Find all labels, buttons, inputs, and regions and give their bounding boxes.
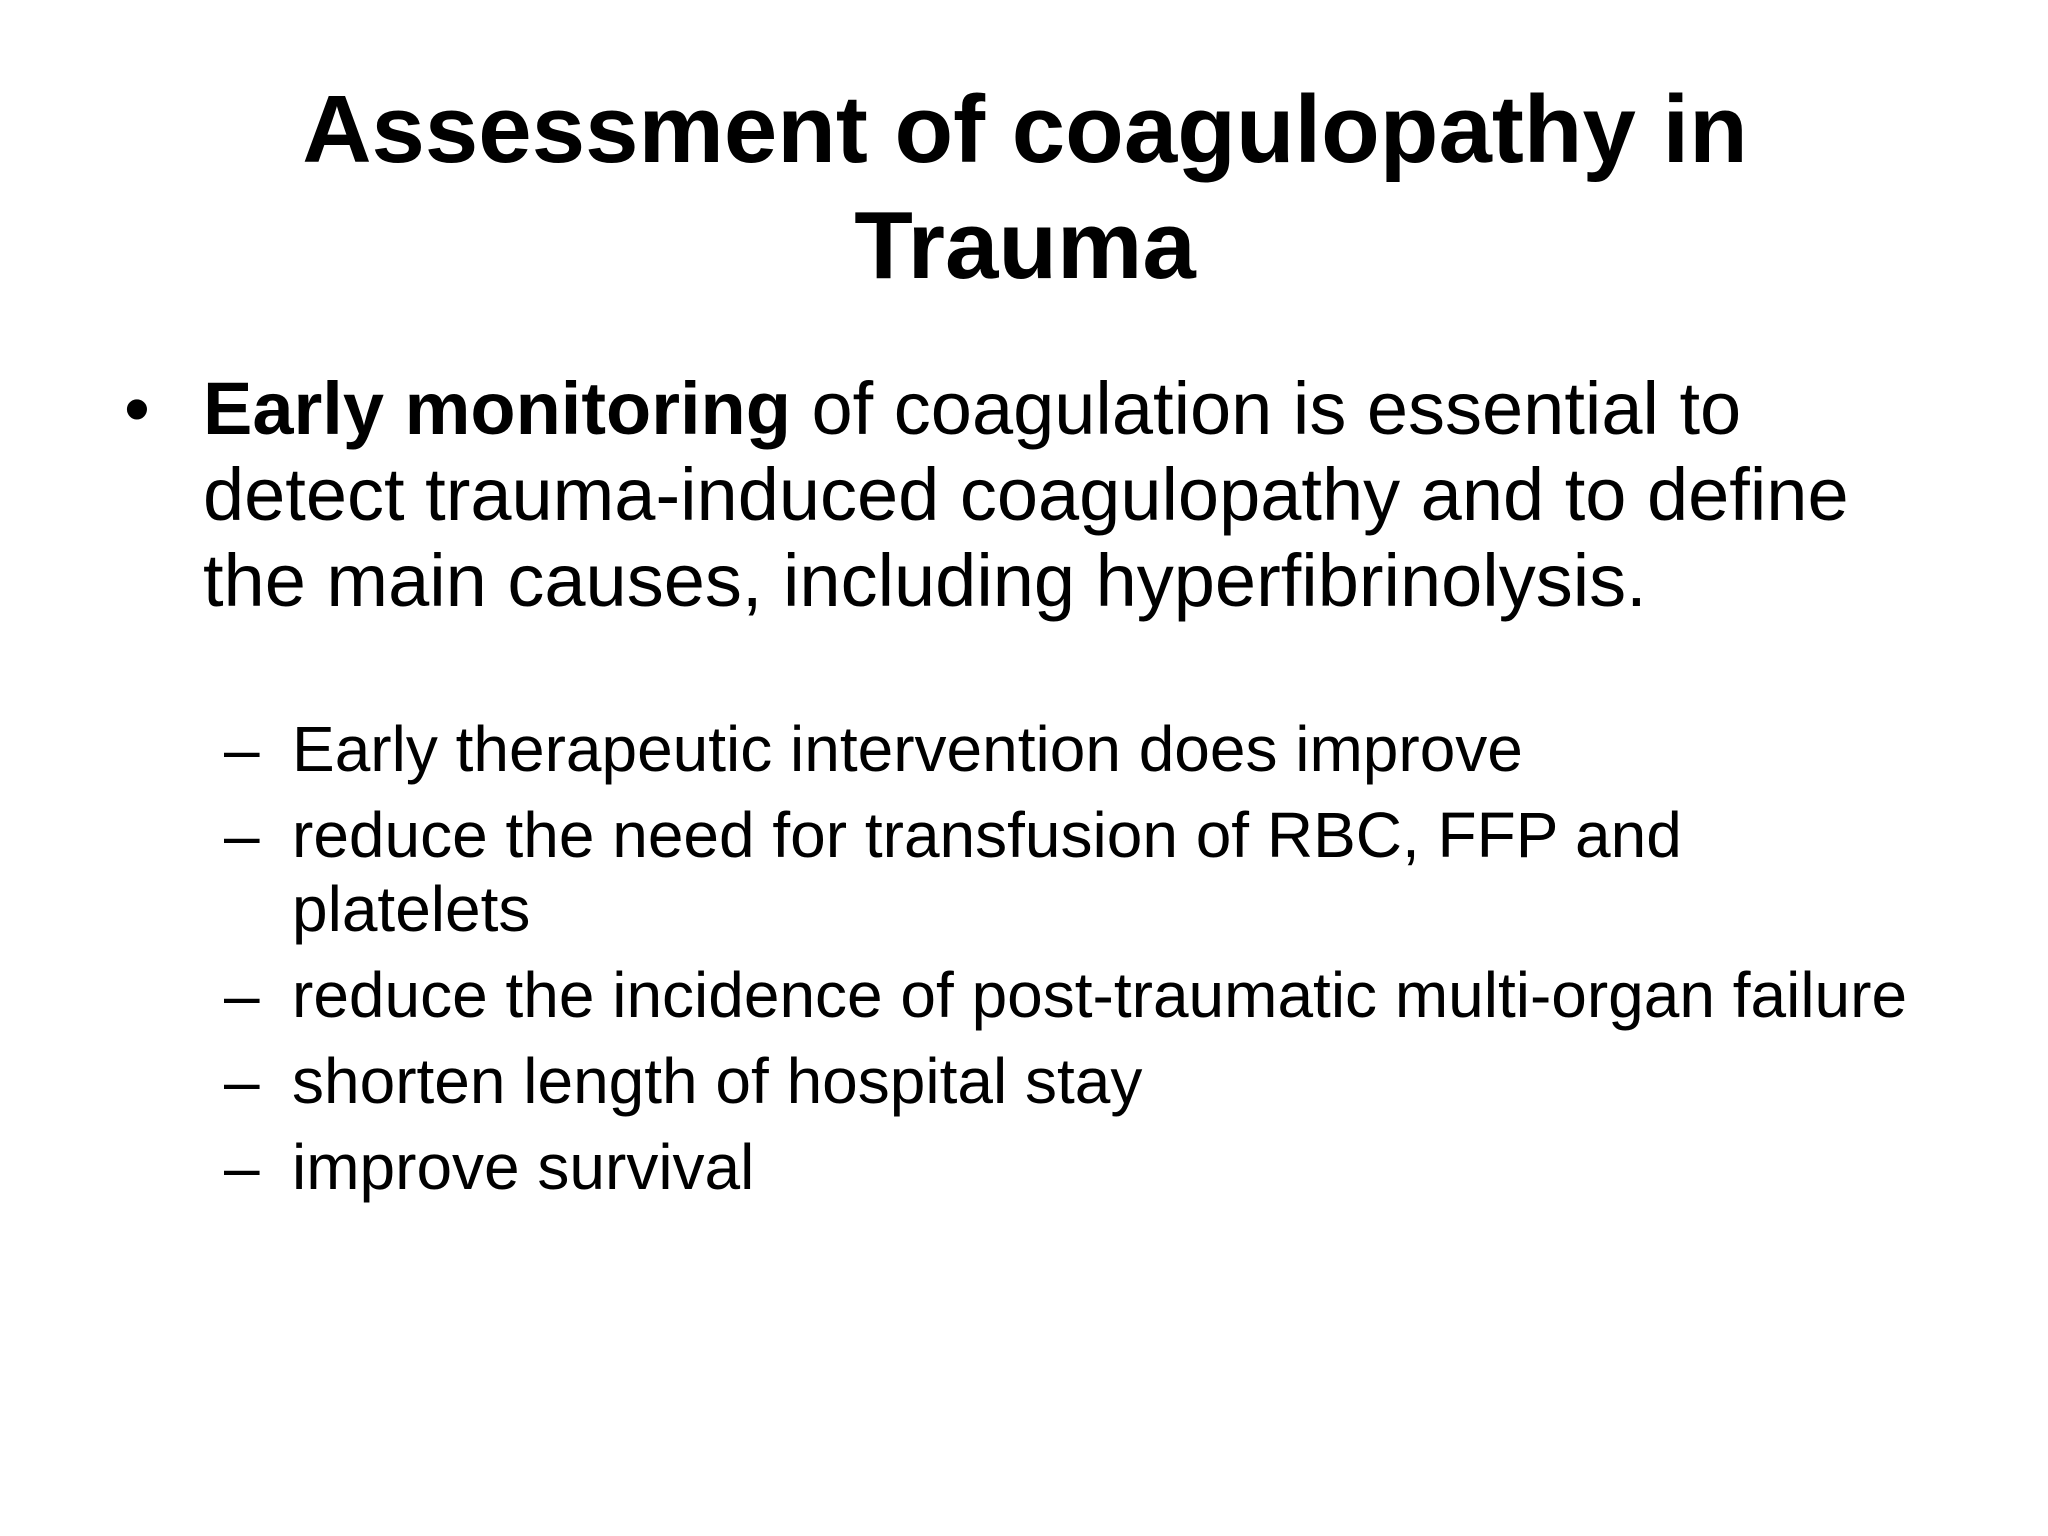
main-bullet-rest: of coagulation is essential to detect trauma-induced coagulopathy and to define the main causes, including hyperfibrinolysis. xyxy=(203,367,1849,622)
bullet-marker: • xyxy=(124,367,150,450)
sub-bullet-text: improve survival xyxy=(292,1131,755,1203)
sub-bullet-item xyxy=(224,1044,1924,1118)
dash-marker: – xyxy=(224,1131,260,1203)
main-bullet xyxy=(120,366,1880,624)
slide-title: Assessment of coagulopathy in Trauma xyxy=(302,76,1748,299)
dash-marker: – xyxy=(224,799,260,871)
main-bullet-bold-lead: Early monitoring xyxy=(203,367,791,450)
sub-bullet-list xyxy=(224,712,1924,1216)
dash-marker: – xyxy=(224,959,260,1031)
sub-bullet-item xyxy=(224,712,1924,786)
sub-bullet-text: shorten length of hospital stay xyxy=(292,1045,1143,1117)
sub-bullet-text: reduce the need for transfusion of RBC, FFP and platelets xyxy=(292,799,1682,945)
main-bullet-text xyxy=(203,366,1883,624)
sub-bullet-text: reduce the incidence of post-traumatic multi-organ failure xyxy=(292,959,1908,1031)
dash-marker: – xyxy=(224,1045,260,1117)
sub-bullet-item xyxy=(224,798,1924,946)
dash-marker: – xyxy=(224,713,260,785)
sub-bullet-item xyxy=(224,958,1924,1032)
sub-bullet-text: Early therapeutic intervention does improve xyxy=(292,713,1523,785)
sub-bullet-item xyxy=(224,1130,1924,1204)
